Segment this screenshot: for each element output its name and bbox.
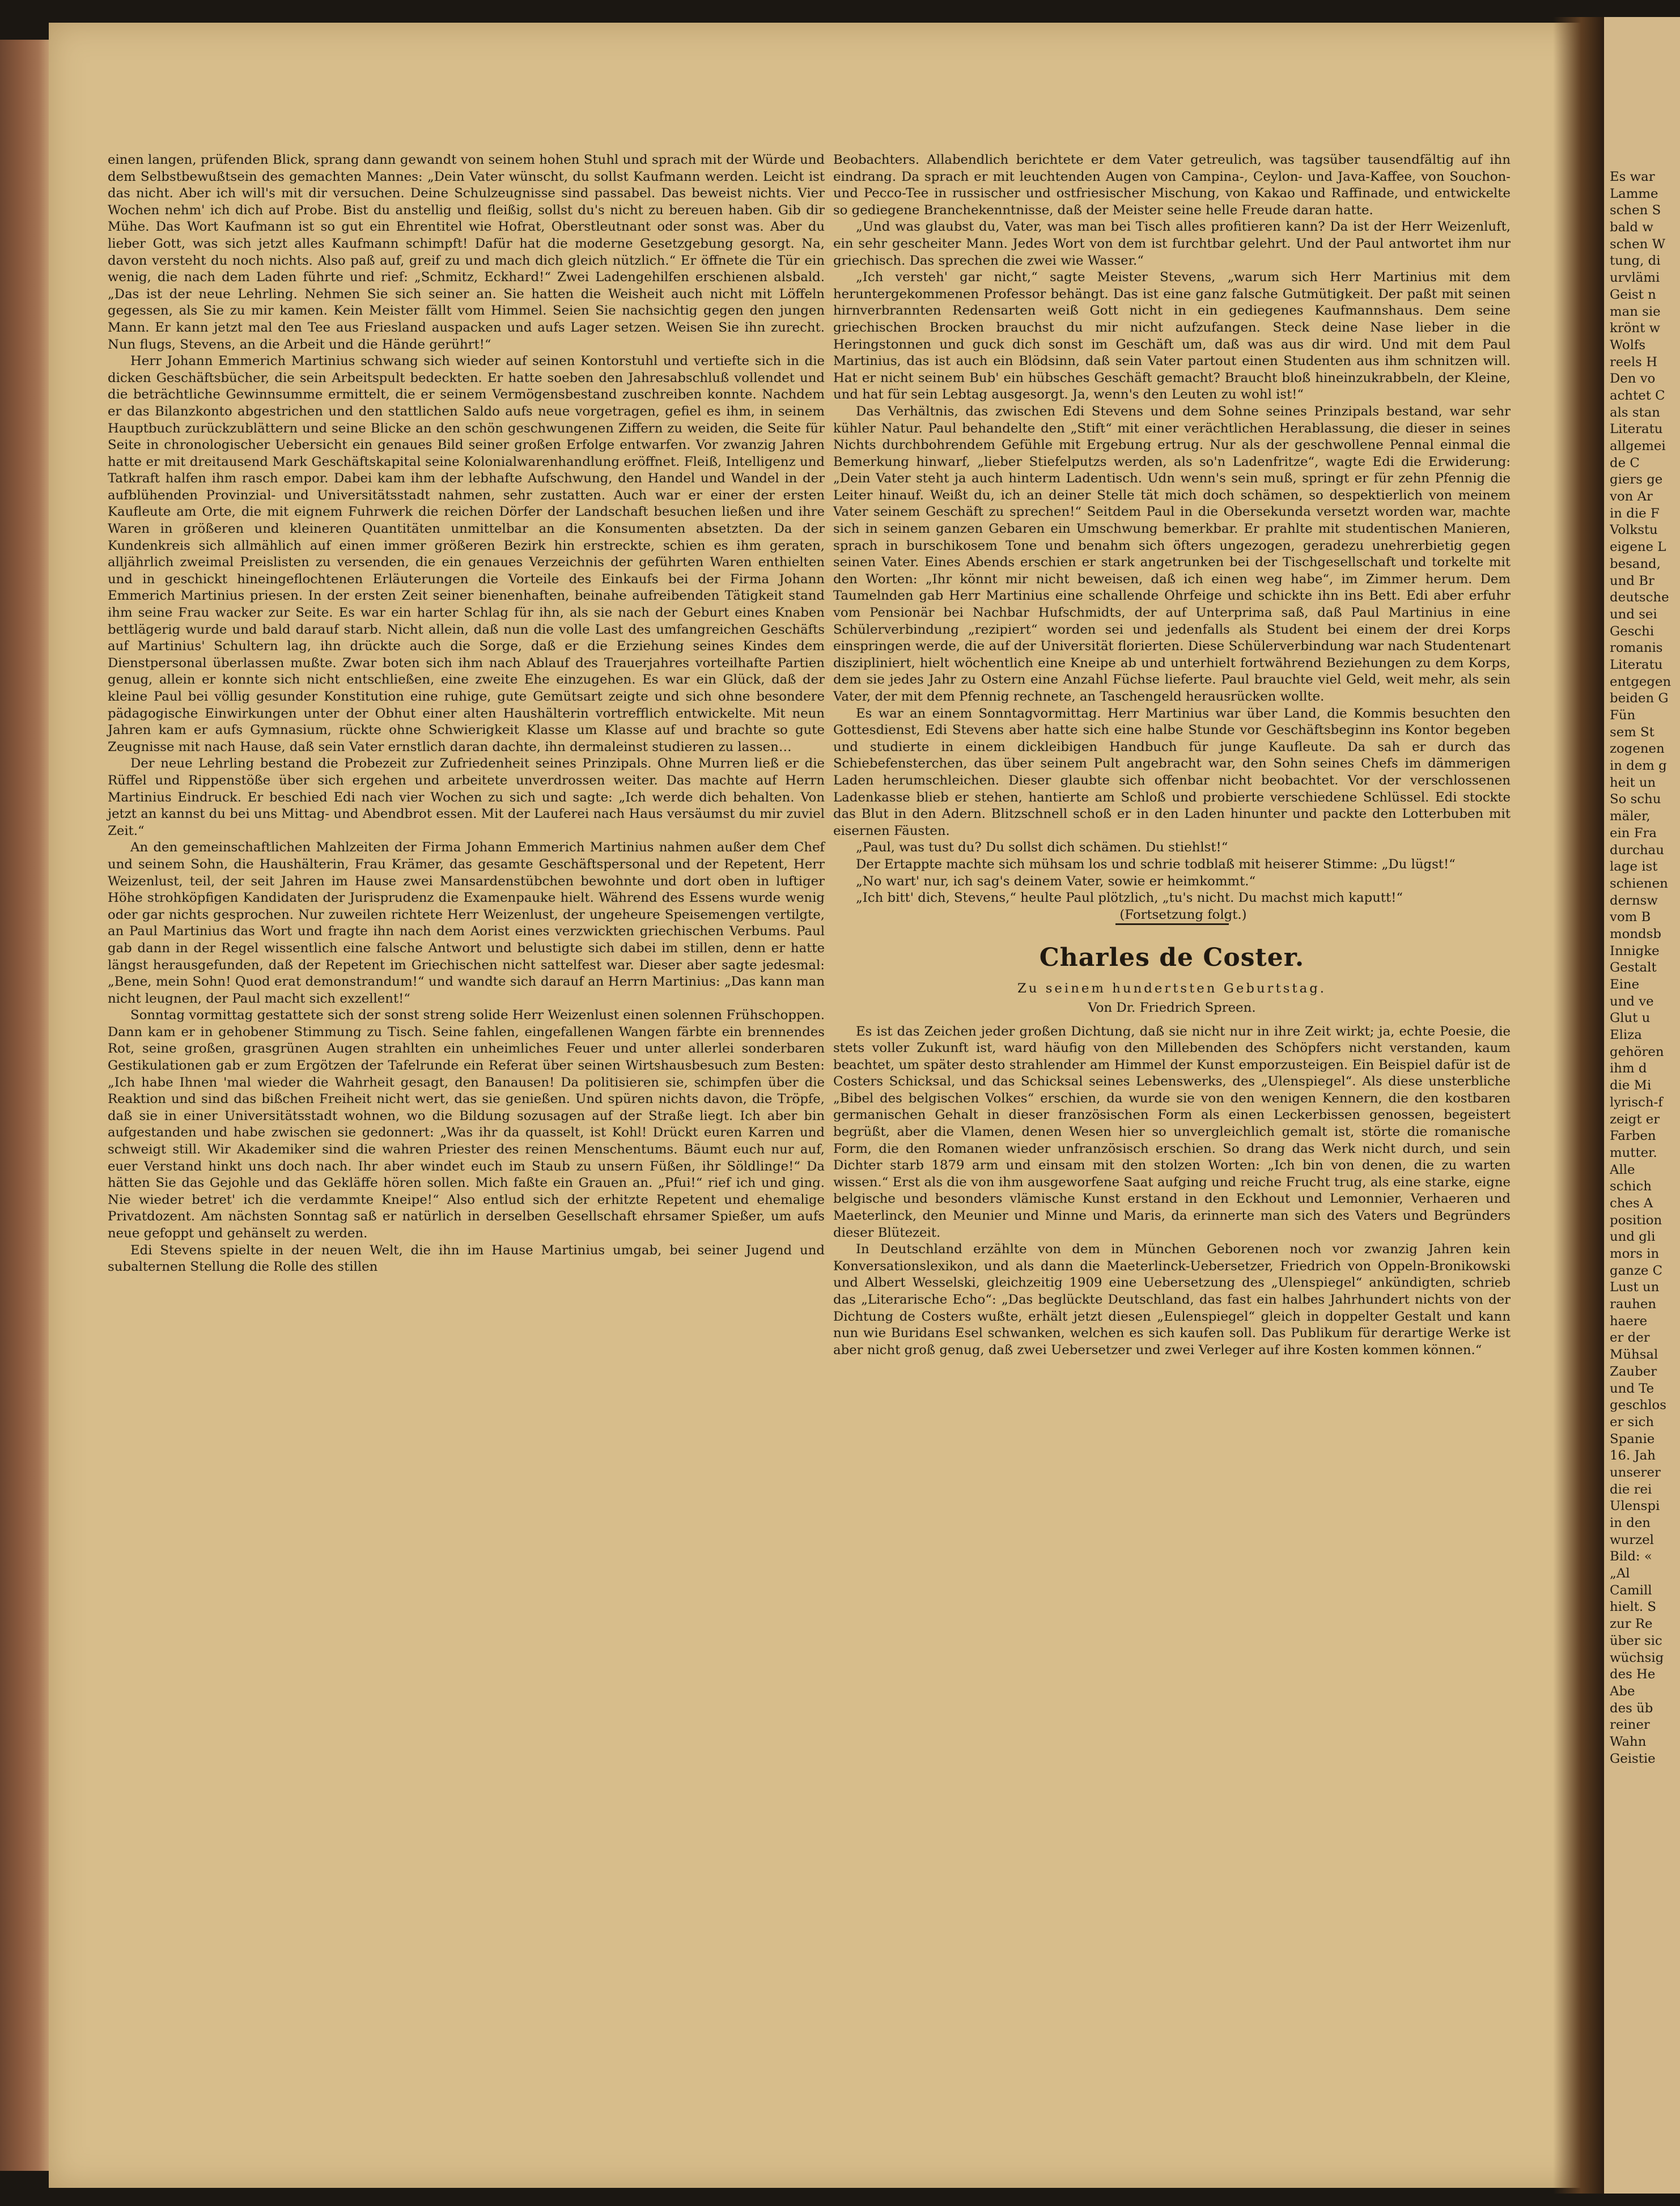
adjacent-page-line: besand, [1610, 556, 1661, 571]
adjacent-page-line: und Te [1610, 1381, 1654, 1396]
adjacent-page-line: achtet C [1610, 388, 1665, 403]
article-body [833, 1024, 1511, 1359]
adjacent-page-line: Mühsal [1610, 1347, 1658, 1363]
adjacent-page-line: des üb [1610, 1700, 1653, 1716]
adjacent-page-line: des He [1610, 1667, 1656, 1682]
adjacent-page-line: krönt w [1610, 321, 1661, 336]
adjacent-page-line: schienen [1610, 876, 1668, 891]
adjacent-page-line: haere [1610, 1313, 1648, 1329]
adjacent-page-line: ches A [1610, 1195, 1653, 1211]
paragraph: Herr Johann Emmerich Martinius schwang sich wieder auf seinen Kontorstuhl und vertiefte sich in die dicken Geschäftsbücher, die sein Arbeitspult bedeckten. Er hatte soeben den Jahresabschluß vollendet und die beträchtliche Gewinnsumme ermittelt, die er seinem Vermögensbestand zuschreiben konnte. Nachdem er das Bilanzkonto abgestrichen und den stattlichen Saldo aufs neue vorgetragen, gefiel es ihm, in seinem Hauptbuch zurückzublättern und seine Blicke an den schön geschwungenen Ziffern zu weiden, die Seite für Seite in chronologischer Uebersicht ein genaues Bild seiner großen Erfolge entwarfen. Vor zwanzig Jahren hatte er mit dreitausend Mark Geschäftskapital seine Kolonialwarenhandlung eröffnet. Fleiß, Intelligenz und Tatkraft halfen ihm rasch empor. Dabei kam ihm der lebhafte Aufschwung, den Handel und Wandel in der aufblühenden Provinzial- und Universitätsstadt nahmen, sehr zustatten. Auch war er einer der ersten Kaufleute am Orte, die mit eignem Fuhrwerk die reichen Dörfer der Landschaft besuchen ließen und ihre Waren in größeren und kleineren Quantitäten unmittelbar an die Konsumenten absetzten. Da der Kundenkreis sich allmählich auf einen immer größeren Bezirk hin erstreckte, schien es ihm geraten, alljährlich zweimal Preislisten zu versenden, die ein genaues Verzeichnis der geführten Waren enthielten und in geschickt hineingeflochtenen Erläuterungen die Vorteile des Einkaufs bei der Firma Johann Emmerich Martinius priesen. In der ersten Zeit seiner bienenhaften, beinahe aufreibenden Tätigkeit stand ihm seine Frau wacker zur Seite. Es war ein harter Schlag für ihn, als sie nach der Geburt eines Knaben bettlägerig wurde und bald darauf starb. Nicht allein, daß nun die volle Last des umfangreichen Geschäfts auf Martinius' Schultern lag, ihn drückte auch die Sorge, daß er die Erziehung seines Kindes dem Dienstpersonal überlassen mußte. Zwar boten sich ihm nach Ablauf des Trauerjahres vorteilhafte Partien genug, allein er konnte sich nicht entschließen, eine zweite Ehe einzugehen. Es war ein Glück, daß der kleine Paul bei völlig gesunder Konstitution eine ruhige, gute Gemütsart zeigte und sich ohne besondere pädagogische Einwirkungen unter der Obhut einer alten Haushälterin vortrefflich entwickelte. Mit neun Jahren kam er aufs Gymnasium, rückte ohne Schwierigkeit Klasse um Klasse auf und brachte so gute Zeugnisse mit nach Hause, daß sein Vater ernstlich daran dachte, ihn dermaleinst studieren zu lassen… [108, 354, 825, 754]
adjacent-page-line: in den [1610, 1516, 1651, 1530]
adjacent-page-line: allgemei [1610, 439, 1666, 453]
paragraph: Beobachters. Allabendlich berichtete er dem Vater getreulich, was tagsüber tausendfältig auf ihn eindrang. Da sprach er mit leuchtenden Augen von Campina-, Ceylon- und Java-Kaffee, von Souchon- und Pecco-Tee in russischer und ostfriesischer Mischung, von Kakao und Raffinade, und entwickelte so gediegene Branchekenntnisse, daß der Meister seine helle Freude daran hatte. [833, 152, 1511, 218]
adjacent-page-line: dernsw [1610, 893, 1658, 908]
article-author: Von Dr. Friedrich Spreen. [1088, 1000, 1256, 1015]
adjacent-page-line: entgegen [1610, 674, 1671, 689]
adjacent-page-line: Innigke [1610, 943, 1660, 958]
adjacent-page-line: und Br [1610, 573, 1654, 588]
adjacent-page-line: ein Fra [1610, 825, 1657, 841]
adjacent-page-line: zur Re [1610, 1617, 1653, 1632]
adjacent-page-line: schen W [1610, 236, 1665, 252]
adjacent-page-line: ganze C [1610, 1263, 1663, 1278]
adjacent-page-line: Fün [1610, 708, 1636, 723]
adjacent-page-line: Volkstu [1610, 523, 1658, 538]
paragraph: „Ich versteh' gar nicht,“ sagte Meister Stevens, „warum sich Herr Martinius mit dem heruntergekommenen Professor behängt. Das ist eine ganz falsche Gutmütigkeit. Der paßt mit seinen hirnverbrannten Redensarten weiß Gott nicht in ein gediegenes Kaufmannshaus. Dem seine griechischen Brocken brauchst du mir nicht aufzufangen. Steck deine Nase lieber in die Heringstonnen und guck dich sonst im Geschäft um, daß was aus dir wird. Und mit dem Paul Martinius, das ist auch ein Blödsinn, daß sein Vater partout einen Studenten aus ihm schnitzen will. Hat er nicht seinem Bub' ein hübsches Geschäft gemacht? Braucht bloß hineinzukrabbeln, der Kleine, und hat für sein Lebtag ausgesorgt. Ja, wenn's den Leuten zu wohl ist!“ [833, 270, 1511, 402]
adjacent-page-line: mondsb [1610, 926, 1661, 941]
adjacent-page-line: über sic [1610, 1633, 1662, 1648]
adjacent-page-line: reiner [1610, 1717, 1650, 1733]
adjacent-page-line: mors in [1610, 1246, 1660, 1261]
paragraph: Der neue Lehrling bestand die Probezeit zur Zufriedenheit seines Prinzipals. Ohne Murren ließ er die Rüffel und Rippenstöße über sich ergehen und arbeitete unverdrossen weiter. Das machte auf Herrn Martinius Eindruck. Er beschied Edi nach vier Wochen zu sich und sagte: „Ich werde dich behalten. Von jetzt an kannst du bei uns Mittag- und Abendbrot essen. Mit der Lauferei nach Haus versäumst du mir zuviel Zeit.“ [108, 756, 825, 838]
adjacent-page-line: mutter. [1610, 1145, 1657, 1160]
adjacent-page-line: von Ar [1610, 489, 1653, 504]
paragraph: Der Ertappte machte sich mühsam los und schrie todblaß mit heiserer Stimme: „Du lügst!“ [856, 856, 1456, 872]
adjacent-page-line: ihm d [1610, 1061, 1647, 1076]
paragraph: Es ist das Zeichen jeder großen Dichtung, daß sie nicht nur in ihre Zeit wirkt; ja, echte Poesie, die stets voller Zukunft ist, ward häufig von den Millebenden des Schöpfers nicht verstanden, kaum beachtet, um später desto strahlender am Himmel der Kunst emporzusteigen. Ein Beispiel dafür ist de Costers Schicksal, und das Schicksal seines Lebenswerks, des „Ulenspiegel“. Als diese unsterbliche „Bibel des belgischen Volkes“ erschien, da wurde sie von den wenigen Kennern, die den kostbaren germanischen Gehalt in dieser französischen Form als einen Leckerbissen genossen, begeistert begrüßt, aber die Vlamen, denen Wesen hier so unvergleichlich gemalt ist, störte die romanische Form, die den Romanen wieder unfranzösisch erschien. So drang das Werk nicht durch, und sein Dichter starb 1879 arm und einsam mit den stolzen Worten: „Ich bin von denen, die zu warten wissen.“ Erst als die von ihm ausgeworfene Saat aufging und reiche Frucht trug, als eine starke, eigne belgische und besonders vlämische Kunst erstand in den Eckhout und Lemonnier, Verhaeren und Maeterlinck, den Meunier und Minne und Maris, da erinnerte man sich des Vaters und Begründers dieser Blütezeit. [833, 1024, 1511, 1240]
adjacent-page-line: reels H [1610, 354, 1657, 370]
adjacent-page-line: tung, di [1610, 253, 1661, 269]
adjacent-page-line: position [1610, 1212, 1662, 1228]
paragraph: „Ich bitt' dich, Stevens,“ heulte Paul plötzlich, „tu's nicht. Du machst mich kaputt!“ [856, 890, 1403, 906]
adjacent-page-line: Es war [1610, 169, 1655, 184]
adjacent-page-line: schich [1610, 1179, 1652, 1194]
adjacent-page-line: gehören [1610, 1044, 1664, 1059]
left-column-serial-novel [108, 152, 825, 1276]
adjacent-page-line: er der [1610, 1330, 1650, 1346]
article-title: Charles de Coster. [1039, 943, 1305, 973]
adjacent-page [1604, 17, 1680, 2194]
adjacent-page-line: bald w [1610, 220, 1653, 235]
adjacent-page-line: Alle [1610, 1162, 1635, 1177]
adjacent-page-line: schen S [1610, 203, 1661, 218]
serial-novel-continuation [833, 152, 1511, 907]
adjacent-page-line: Literatu [1610, 422, 1663, 437]
paragraph: In Deutschland erzählte von dem in München Geborenen noch vor zwanzig Jahren kein Konversationslexikon, und als dann die Maeterlinck-Uebersetzer, Friedrich von Oppeln-Bronikowski und Albert Wesselski, gleichzeitig 1909 eine Uebersetzung des „Ulenspiegel“ ankündigten, schrieb das „Literarische Echo“: „Das beglückte Deutschland, das fast ein halbes Jahrhundert nichts von der Dichtung de Costers wußte, erhält jetzt diesen „Eulenspiegel“ gleich in doppelter Gestalt und kann nun wie Buridans Esel schwanken, welchen es sich kaufen soll. Das Publikum für derartige Werke ist aber nicht groß genug, daß zwei Uebersetzer und zwei Verleger auf ihre Kosten kommen können.“ [833, 1242, 1511, 1357]
adjacent-page-line: Eliza [1610, 1028, 1642, 1043]
adjacent-page-line: Eine [1610, 977, 1640, 992]
adjacent-page-line: in dem g [1610, 758, 1667, 774]
paragraph: „Und was glaubst du, Vater, was man bei Tisch alles profitieren kann? Da ist der Herr Weizenluft, ein sehr gescheiter Mann. Jedes Wort von dem ist furchtbar gelehrt. Und der Paul antwortet ihm nur griechisch. Das sprechen die zwei wie Wasser.“ [833, 219, 1511, 268]
adjacent-page-line: Glut u [1610, 1011, 1651, 1026]
section-divider [1115, 923, 1229, 925]
adjacent-page-line: zogenen [1610, 741, 1665, 757]
serial-continuation-note: (Fortsetzung folgt.) [1119, 907, 1247, 922]
paragraph: Das Verhältnis, das zwischen Edi Stevens und dem Sohne seines Prinzipals bestand, war sehr kühler Natur. Paul behandelte den „Stift“ mit einer verächtlichen Herablassung, die dieser in seines Nichts durchbohrendem Gefühle mit Ergebung ertrug. Nur als der geschwollene Pennal einmal die Bemerkung hinwarf, „lieber Stiefelputzs werden, als so'n Ladenfritze“, wagte Edi die Erwiderung: „Dein Vater steht ja auch hinterm Ladentisch. Udn wenn's sein muß, springt er für zehn Pfennig die Leiter hinauf. Weißt du, ich an deiner Stelle tät mich doch schämen, so despektierlich von meinem Vater seinem Geschäft zu sprechen!“ Seitdem Paul in die Obersekunda versetzt worden war, machte sich in seinem ganzen Gebaren ein Umschwung bemerkbar. Er prahlte mit studentischen Manieren, sprach in burschikosem Tone und benahm sich öfters ungezogen, geradezu unehrerbietig gegen seinen Vater. Eines Abends erschien er stark angetrunken bei der Tischgesellschaft und torkelte mit den Worten: „Ihr könnt mir nicht beweisen, daß ich einen weg habe“, im Zimmer herum. Dem Taumelnden gab Herr Martinius eine schallende Ohrfeige und schickte ihn ins Bett. Edi aber erfuhr vom Pensionär bei Nachbar Hufschmidts, der auf Unterprima saß, daß Paul Martinius in eine Schülerverbindung „rezipiert“ worden sei und jedenfalls als Student bei einem der drei Korps einspringen werde, die auf der Universität florierten. Diese Schülerverbindung war nach Studentenart diszipliniert, hielt wöchentlich eine Kneipe ab und unterhielt fortwährend Beziehungen zu dem Korps, dem sie jedes Jahr zu Ostern eine Anzahl Füchse lieferte. Paul brauchte viel Geld, weit mehr, als sein Vater, der mit dem Pfennig rechnete, an Taschengeld herausrücken wollte. [833, 404, 1511, 704]
adjacent-page-line: sem St [1610, 724, 1654, 740]
adjacent-page-line: wurzel [1610, 1532, 1654, 1547]
adjacent-page-line: „Al [1610, 1566, 1630, 1581]
adjacent-page-line: zeigt er [1610, 1112, 1660, 1127]
adjacent-page-line: Wolfs [1610, 337, 1646, 353]
paragraph: Sonntag vormittag gestattete sich der sonst streng solide Herr Weizenlust einen solennen Frühschoppen. Dann kam er in gehobener Stimmung zu Tisch. Seine fahlen, eingefallenen Wangen färbte ein brennendes Rot, seine großen, grasgrünen Augen strahlten ein unheimliches Feuer und unter allerlei sonderbaren Gestikulationen gab er zum Ergötzen der Tafelrunde ein Referat über seinen Wirtshausbesuch zum Besten: „Ich habe Ihnen 'mal wieder die Wahrheit gesagt, den Banausen! Da politisieren sie, schimpfen über die Reaktion und sind das bißchen Freiheit nicht wert, das sie genießen. Und spüren nichts davon, die Tröpfe, daß sie in einer Universitätsstadt wohnen, wo die Bildung sozusagen auf der Straße liegt. Ich aber bin aufgestanden und habe zwischen sie gedonnert: „Was ihr da quasselt, ist Kohl! Drückt euren Karren und schweigt still. Wir Akademiker sind die wahren Priester des reinen Menschentums. Bäumt euch nur auf, euer Verstand hinkt uns doch nach. Ihr aber windet euch im Staub zu unsern Füßen, ihr Söldlinge!“ Da hätten Sie das Gejohle und das Gekläffe hören sollen. Mich faßte ein Grauen an. „Pfui!“ rief ich und ging. Nie wieder betret' ich die verdammte Kneipe!“ Also entlud sich der erhitzte Repetent und ehemalige Privatdozent. Am nächsten Sonntag saß er natürlich in derselben Gesellschaft ehrsamer Spießer, um aufs neue gefoppt und gehänselt zu werden. [108, 1008, 825, 1241]
paragraph: Es war an einem Sonntagvormittag. Herr Martinius war über Land, die Kommis besuchten den Gottesdienst, Edi Stevens aber hatte sich eine halbe Stunde vor Geschäftsbeginn ins Kontor begeben und studierte in einem dickleibigen Handbuch für junge Kaufleute. Da sah er durch das Schiebefensterchen, das über seinem Pult angebracht war, den Sohn seines Chefs im dämmerigen Laden herumschleichen. Dieser glaubte sich offenbar nicht beobachtet. Vor der verschlossenen Ladenkasse blieb er stehen, hantierte am Schloß und probierte verschiedene Schlüssel. Edi stockte das Blut in den Adern. Blitzschnell schoß er in den Laden hinunter und packte den Lotterbuben mit eisernen Fäusten. [833, 706, 1511, 838]
adjacent-page-line: Camill [1610, 1583, 1652, 1598]
adjacent-page-line: und gli [1610, 1229, 1656, 1245]
adjacent-page-line: Literatu [1610, 657, 1663, 672]
adjacent-page-line: Geistie [1610, 1751, 1656, 1766]
adjacent-page-line: 16. Jah [1610, 1448, 1656, 1463]
adjacent-page-line: Gestalt [1610, 960, 1657, 975]
adjacent-page-line: romanis [1610, 640, 1663, 656]
adjacent-page-line: Zauber [1610, 1364, 1657, 1379]
adjacent-page-line: wüchsig [1610, 1650, 1664, 1665]
adjacent-page-line: Bild: « [1610, 1549, 1652, 1564]
paragraph: „No wart' nur, ich sag's deinem Vater, sowie er heimkommt.“ [856, 873, 1256, 889]
article-subtitle: Zu seinem hundertsten Geburtstag. [1017, 981, 1327, 996]
adjacent-page-line: urvlämi [1610, 270, 1660, 286]
adjacent-page-line: lyrisch-f [1610, 1094, 1663, 1110]
adjacent-page-line: Geschi [1610, 623, 1654, 639]
right-column [833, 152, 1511, 1359]
adjacent-page-line: in die F [1610, 506, 1660, 521]
adjacent-page-line: Farben [1610, 1129, 1656, 1144]
book-page-edges [0, 40, 51, 2171]
adjacent-page-line: mäler, [1610, 809, 1651, 824]
adjacent-page-line: heit un [1610, 775, 1656, 790]
adjacent-page-line: Geist n [1610, 287, 1656, 302]
adjacent-page-line: de C [1610, 455, 1640, 470]
adjacent-page-line: lage ist [1610, 859, 1658, 875]
paragraph: Edi Stevens spielte in der neuen Welt, die ihn im Hause Martinius umgab, bei seiner Jugend und subalternen Stellung die Rolle des stillen [108, 1242, 825, 1275]
book-gutter [1553, 17, 1604, 2194]
adjacent-page-line: eigene L [1610, 540, 1666, 555]
adjacent-page-line: geschlos [1610, 1398, 1666, 1413]
adjacent-page-line: beiden G [1610, 691, 1669, 706]
article-charles-de-coster [833, 942, 1511, 1359]
paragraph: An den gemeinschaftlichen Mahlzeiten der Firma Johann Emmerich Martinius nahmen außer dem Chef und seinem Sohn, die Haushälterin, Frau Krämer, das gesamte Geschäftspersonal und der Repetent, Herr Weizenlust, teil, der seit Jahren im Hause zwei Mansardenstübchen bewohnte und dort oben in luftiger Höhe strohköpfigen Kandidaten der Jurisprudenz die Examenpauke hielt. Während des Essens wurde wenig oder gar nichts gesprochen. Nur zuweilen richtete Herr Weizenlust, der ungeheure Speisemengen vertilgte, an Paul Martinius das Wort und fragte ihn nach dem Aorist eines verzwickten griechischen Verbums. Paul gab dann in der Regel wissentlich eine falsche Antwort und belustigte sich dabei im stillen, denn er hatte längst herausgefunden, daß der Repetent im Griechischen nicht sattelfest war. Dieser aber sagte jedesmal: „Bene, mein Sohn! Quod erat demonstrandum!“ und wandte sich darauf an Herrn Martinius: „Das kann man nicht leugnen, der Paul macht sich exzellent!“ [108, 840, 825, 1006]
paragraph: einen langen, prüfenden Blick, sprang dann gewandt von seinem hohen Stuhl und sprach mit der Würde und dem Selbstbewußtsein des gemachten Mannes: „Dein Vater wünscht, du sollst Kaufmann werden. Leicht ist das nicht. Aber ich will's mit dir versuchen. Deine Schulzeugnisse sind passabel. Das beweist nichts. Vier Wochen nehm' ich dich auf Probe. Bist du anstellig und fleißig, sollst du's nicht zu bereuen haben. Gib dir Mühe. Das Wort Kaufmann ist so gut ein Ehrentitel wie Hofrat, Oberstleutnant oder sonst was. Aber du lieber Gott, was sich jetzt alles Kaufmann schimpft! Dafür hat die moderne Gesetzgebung gesorgt. Na, davon versteht du noch nichts. Also paß auf, greif zu und mach dich gleich nützlich.“ Er öffnete die Tür ein wenig, die nach dem Laden führte und rief: „Schmitz, Eckhard!“ Zwei Ladengehilfen erschienen alsbald. „Das ist der neue Lehrling. Nehmen Sie sich seiner an. Sie hatten die Weisheit auch nicht mit Löffeln gegessen, als Sie zu mir kamen. Kein Meister fällt vom Himmel. Seien Sie nachsichtig gegen den jungen Mann. Er kann jetzt mal den Tee aus Friesland auspacken und aufs Lager setzen. Weisen Sie ihn zurecht. Nun flugs, Stevens, an die Arbeit und die Hände gerührt!“ [108, 152, 825, 352]
adjacent-page-line: Lust un [1610, 1280, 1660, 1295]
adjacent-page-text [1610, 169, 1680, 1767]
adjacent-page-line: als stan [1610, 405, 1660, 420]
adjacent-page-line: rauhen [1610, 1297, 1657, 1312]
adjacent-page-line: Wahn [1610, 1734, 1647, 1749]
adjacent-page-line: die rei [1610, 1482, 1652, 1497]
adjacent-page-line: unserer [1610, 1465, 1661, 1480]
adjacent-page-line: giers ge [1610, 472, 1663, 487]
adjacent-page-line: und sei [1610, 606, 1657, 622]
adjacent-page-line: durchau [1610, 842, 1664, 858]
adjacent-page-line: er sich [1610, 1414, 1654, 1429]
adjacent-page-line: deutsche [1610, 590, 1669, 605]
adjacent-page-line: Spanie [1610, 1431, 1655, 1446]
adjacent-page-line: So schu [1610, 792, 1661, 807]
adjacent-page-line: vom B [1610, 910, 1651, 925]
adjacent-page-line: Abe [1610, 1683, 1635, 1699]
adjacent-page-line: die Mi [1610, 1078, 1652, 1093]
adjacent-page-line: Lamme [1610, 186, 1658, 201]
adjacent-page-line: und ve [1610, 994, 1654, 1009]
adjacent-page-line: Den vo [1610, 371, 1656, 387]
adjacent-page-line: Ulenspi [1610, 1499, 1660, 1514]
adjacent-page-line: hielt. S [1610, 1600, 1657, 1615]
paragraph: „Paul, was tust du? Du sollst dich schämen. Du stiehlst!“ [856, 840, 1228, 855]
adjacent-page-line: man sie [1610, 304, 1661, 319]
